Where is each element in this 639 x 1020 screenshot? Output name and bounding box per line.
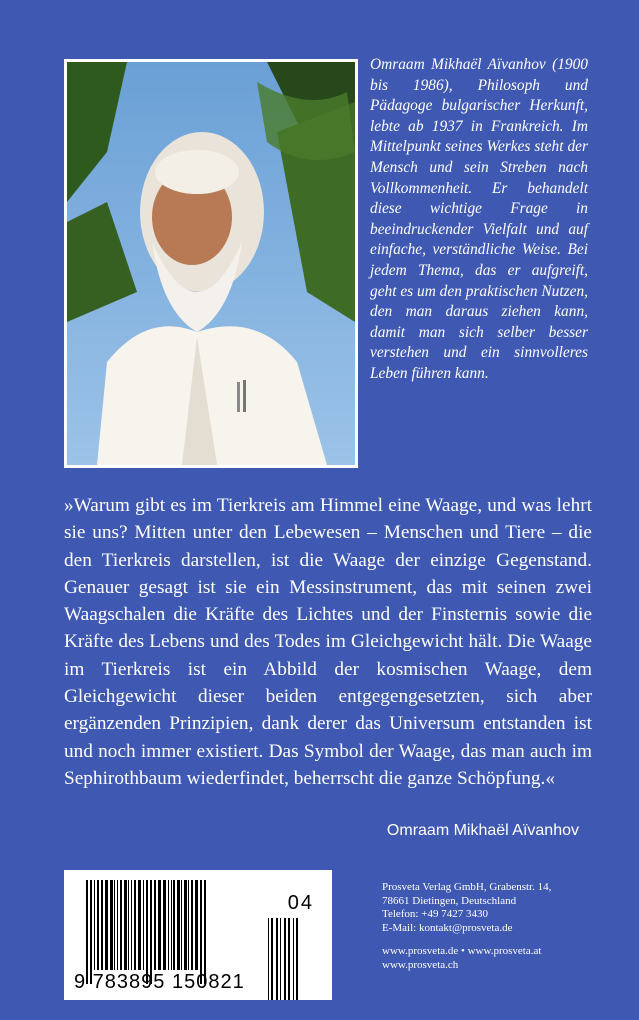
barcode-number: 9 783895 150821 <box>74 971 245 993</box>
publisher-info <box>382 881 551 973</box>
author-bio: Omraam Mikhaël Aïvanhov (1900 bis 1986), Philosoph und Pädagoge bulgarischer Herkunft, lebte ab 1937 in Frankreich. Im Mittelpunkt seines Werkes steht der Mensch und sein Streben nach Vollkommenheit. Er behandelt diese wichtige Frage in beeindruckender Vielfalt und auf einfache, verständliche Weise. Bei jedem Thema, das er aufgreift, geht es um den praktischen Nutzen, den man daraus ziehen kann, damit man sich selber besser verstehen und ein sinnvolleres Leben führen kann. <box>370 56 588 382</box>
isbn-barcode <box>64 870 332 1000</box>
quote-author: Omraam Mikhaël Aïvanhov <box>386 822 579 839</box>
publisher-website-ch[interactable]: www.prosveta.ch <box>382 958 459 971</box>
publisher-address-line1: Prosveta Verlag GmbH, Grabenstr. 14, <box>382 881 552 893</box>
publisher-email[interactable]: E-Mail: kontakt@prosveta.de <box>382 921 513 934</box>
barcode-addon-number: 04 <box>287 892 314 914</box>
publisher-phone: Telefon: +49 7427 3430 <box>382 908 488 921</box>
book-quote: »Warum gibt es im Tierkreis am Himmel eine Waage, und was lehrt sie uns? Mitten unter den Lebewesen – Menschen und Tiere – die den Tierkreis darstellen, ist die Waage der einzige Gegenstand. Genauer gesagt ist sie ein Messinstrument, das mit seinen zwei Waagschalen die Kräfte des Lichtes und der Finsternis sowie die Kräfte des Lebens und des Todes im Gleichgewicht hält. Die Waage im Tierkreis ist ein Abbild der kosmischen Waage, dem Gleichgewicht dieser beiden entgegengesetzten, sich aber ergänzenden Prinzipien, dank derer das Universum entstanden ist und noch immer existiert. Das Symbol der Waage, das man auch im Sephirothbaum wiederfindet, beherrscht die ganze Schöpfung.« <box>64 495 592 789</box>
publisher-address-line2: 78661 Dietingen, Deutschland <box>382 894 517 907</box>
author-portrait-photo <box>64 59 358 468</box>
publisher-websites[interactable]: www.prosveta.de • www.prosveta.at <box>382 945 542 958</box>
